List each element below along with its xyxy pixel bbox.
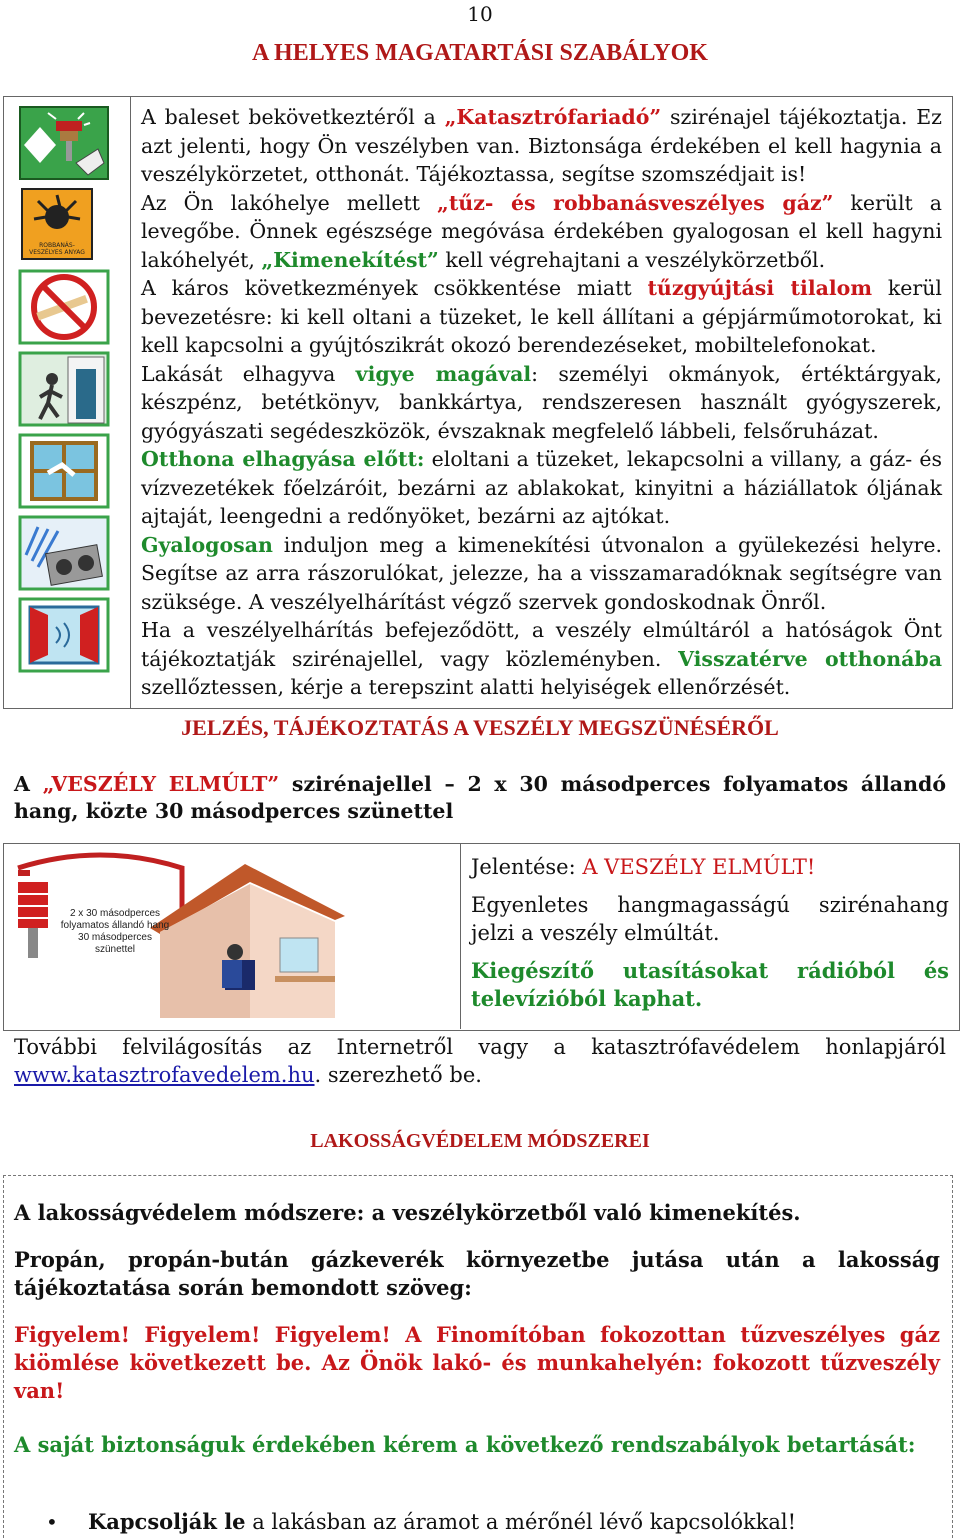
no-smoking-icon [18, 269, 110, 339]
person-leaving-icon [18, 351, 110, 421]
rule-text: kell végrehajtani a veszélykörzetből. [438, 247, 826, 272]
icon-column [4, 97, 131, 709]
svg-text:ROBBANÁS-: ROBBANÁS- [39, 242, 75, 249]
protection-method: A lakosságvédelem módszere: a veszélykörzetből való kimenekítés. [14, 1200, 801, 1225]
website-link[interactable]: www.katasztrofavedelem.hu [14, 1063, 315, 1087]
meaning-line [471, 853, 949, 881]
rule-text: „tűz- és robbanásveszélyes gáz” [437, 190, 834, 215]
meaning-text: Egyenletes hangmagasságú szirénahang jelzi a veszély elmúltát. [471, 893, 949, 945]
svg-text:VESZÉLYES ANYAG: VESZÉLYES ANYAG [29, 249, 85, 256]
all-clear-text [460, 843, 959, 1029]
rule-paragraph [141, 531, 942, 617]
more-info [14, 1033, 946, 1089]
rules-table [3, 96, 953, 709]
rule-text: „Katasztrófariadó” [444, 105, 662, 129]
page-number: 10 [467, 2, 493, 26]
rule-text: Ha a veszélyelhárítás befejeződött, a veszély elmúltáról a hatóságok Önt tájékoztatják szirénajellel, vagy közleményben. [141, 618, 942, 671]
signal-heading: JELZÉS, TÁJÉKOZTATÁS A VESZÉLY MEGSZÜNÉSÉRŐL [181, 715, 779, 740]
signal-intro [14, 771, 946, 825]
bullet-item [46, 1508, 912, 1536]
rule-paragraph [141, 616, 942, 702]
radio-icon [18, 515, 110, 585]
rule-paragraph [141, 274, 942, 360]
signal-intro-a: A [14, 772, 43, 796]
alert-text: Figyelem! Figyelem! Figyelem! A Finomítóban fokozottan tűzveszélyes gáz kiömlése következett be. Az Önök lakó- és munkahelyén: fokozott tűzveszély van! [14, 1322, 940, 1403]
window-closing-icon [18, 433, 110, 503]
siren-icon [18, 105, 110, 175]
propane-text: Propán, propán-bután gázkeverék környezetbe jutása után a lakosság tájékoztatása során bemondott szöveg: [14, 1247, 940, 1300]
rules-list [141, 103, 942, 702]
signal-intro-name: „VESZÉLY ELMÚLT” [42, 772, 280, 796]
explosive-warning-icon [18, 187, 110, 257]
rules-text-column [131, 97, 953, 709]
bullet-dot-icon: • [46, 1510, 58, 1534]
rule-text: induljon meg a kimenekítési útvonalon a gyülekezési helyre. Segítse az arra rászorulókat, jelezze, ha a visszamaradóknak segítségre van szüksége. A veszélyelhárítást végző szervek gondoskodnak Önről. [141, 532, 942, 614]
open-window-icon [18, 597, 110, 667]
rule-text: : személyi okmányok, értéktárgyak, készpénz, betétkönyv, bankkártya, rendszeresen használt gyógyszerek, gyógyászati segédeszközök, évszaknak megfelelő lábbeli, felsőruházat. [141, 361, 942, 443]
rule-text: szellőztessen, kérje a terepszint alatti helyiségek ellenőrzését. [141, 675, 791, 699]
rule-text: tűzgyújtási tilalom [647, 276, 873, 300]
meaning-value: A VESZÉLY ELMÚLT! [582, 855, 816, 879]
rule-paragraph [141, 360, 942, 446]
siren-caption-line: folyamatos állandó hang [60, 920, 170, 931]
rule-text: vigye magával [355, 361, 532, 386]
rule-text: Lakását elhagyva [141, 361, 356, 386]
page-title: A HELYES MAGATARTÁSI SZABÁLYOK [252, 40, 708, 66]
more-info-text: További felvilágosítás az Internetről vagy a katasztrófavédelem honlapjáról [14, 1035, 946, 1059]
rules-intro: A saját biztonságuk érdekében kérem a következő rendszabályok betartását: [14, 1432, 916, 1457]
bullet-text: a lakásban az áramot a mérőnél lévő kapcsolókkal! [245, 1510, 797, 1534]
more-info-tail: . szerezhető be. [314, 1063, 482, 1087]
meaning-green: Kiegészítő utasításokat rádióból és televízióból kaphat. [471, 958, 949, 1011]
rule-paragraph [141, 189, 942, 275]
rule-text: A baleset bekövetkeztéről a [141, 105, 445, 129]
siren-caption-line: 2 x 30 másodperces [69, 908, 161, 919]
rule-text: szirénajel tájékoztatja. Ez azt jelenti, hogy Ön veszélyben van. Biztonsága érdekében el kell hagynia a veszélykörzetet, otthonát. Tájékoztassa, segítse szomszédjait is! [141, 105, 942, 186]
rule-paragraph [141, 103, 942, 189]
rule-paragraph [141, 445, 942, 531]
rule-text: Otthona elhagyása előtt: [141, 447, 425, 471]
rule-text: eloltani a tüzeket, lekapcsolni a villany, a gáz- és vízvezetékek főelzáróit, bezárni az ablakokat, kinyitni a háziállatok óljának ajtaját, leengedni a redőnyöket, bezárni az ajtókat. [141, 447, 942, 528]
house-illustration [10, 848, 450, 1026]
rule-text: Az Ön lakóhelye mellett [141, 190, 438, 215]
rule-text: került a levegőbe. Önnek egészsége megóvása érdekében gyalogosan el kell hagyni lakóhelyét, [141, 190, 942, 272]
meaning-label: Jelentése: [471, 855, 583, 879]
rule-text: kerül bevezetésre: ki kell oltani a tüzeket, le kell állítani a gépjárműmotorokat, ki kell kapcsolni a gyújtószikrát okozó berendezéseket, mobiltelefonokat. [141, 276, 942, 357]
rule-text: A káros következmények csökkentése miatt [141, 276, 648, 300]
rule-text: Gyalogosan [141, 532, 273, 557]
rule-text: „Kimenekítést” [261, 247, 439, 272]
siren-caption-line: 30 másodperces szünettel [78, 932, 152, 955]
siren-caption [60, 908, 170, 956]
signal-intro-c: szirénajellel – 2 x 30 másodperces folyamatos állandó hang, közte 30 másodperces szünettel [14, 772, 946, 823]
rule-text: Visszatérve otthonába [678, 646, 943, 671]
protection-heading: LAKOSSÁGVÉDELEM MÓDSZEREI [310, 1130, 650, 1152]
bullet-bold: Kapcsolják le [88, 1509, 246, 1534]
